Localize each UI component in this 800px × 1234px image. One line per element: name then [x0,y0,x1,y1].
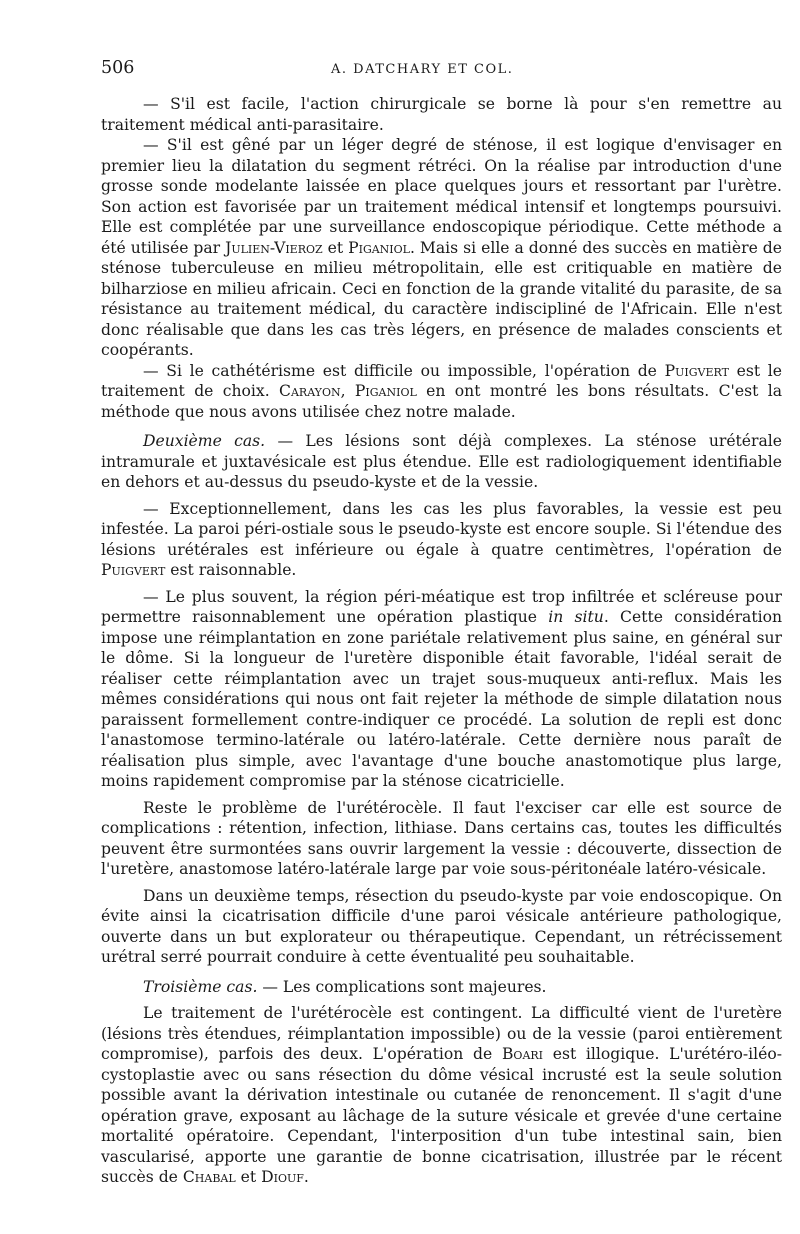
paragraph: Dans un deuxième temps, résection du pseudo-kyste par voie endoscopique. On évite ainsi la cicatrisation difficile d'une paroi vésicale antérieure pathologique, ouverte dans un but explorateur ou thérapeutique. Cependant, un rétrécissement urétral serré pourrait conduire à cette éventualité peu souhaitable. [101,886,782,966]
author-name: Chabal [182,1168,236,1186]
case-heading: Troisième cas. [143,977,258,996]
author-name: Piganiol [348,238,410,257]
running-title: A. DATCHARY ET COL. [331,62,514,77]
paragraph: Reste le problème de l'urétérocèle. Il faut l'exciser car elle est source de complications : rétention, infection, lithiase. Dans certains cas, toutes les difficultés peuvent être surmontées sans ouvrir largement la vessie : découverte, dissection de l'uretère, anastomose latéro-latérale large par voie sous-péritonéale latéro-vésicale. [101,798,782,878]
author-name: Julien-Vieroz [225,238,323,257]
paragraph: Troisième cas. — Les complications sont majeures. [143,977,547,996]
paragraph: Deuxième cas. — Les lésions sont déjà complexes. La sténose urétérale intramurale et juxtavésicale est plus étendue. Elle est radiologiquement identifiable en dehors et au-dessus du pseudo-kyste et de la vessie. [101,432,783,491]
author-name: Piganiol [354,382,417,400]
page-number: 506 [101,58,135,78]
author-name: Carayon [279,382,341,400]
paragraph: — S'il est gêné par un léger degré de sténose, il est logique d'envisager en premier lieu la dilatation du segment rétréci. On la réalise par introduction d'une grosse sonde modelante laissée en place quelques jours et ressortant par l'urètre. Son action est favorisée par un traitement médical intensif et longtemps poursuivi. Elle est complétée par une surveillance endoscopique périodique. Cette méthode a été utilisée par Julien-Vieroz et Piganiol. Mais si elle a donné des succès en matière de sténose tuberculeuse en milieu métropolitain, elle est critiquable en matière de bilharziose en milieu africain. Ceci en fonction de la grande vitalité du parasite, de sa résistance au traitement médical, du caractère indiscipliné de l'Africain. Elle n'est donc réalisable que dans les cas très légers, en présence de malades conscients et coopérants. [101,136,782,359]
paragraph: — Exceptionnellement, dans les cas les plus favorables, la vessie est peu infestée. La paroi péri-ostiale sous le pseudo-kyste est encore souple. Si l'étendue des lésions urétérales est inférieure ou égale à quatre centimètres, l'opération de Puigvert est raisonnable. [101,499,782,579]
paragraph: — S'il est facile, l'action chirurgicale se borne là pour s'en remettre au traitement médical anti-parasitaire. [101,95,782,134]
italic-term: in situ [548,608,604,626]
author-name: Puigvert [664,361,729,380]
case-heading: Deuxième cas. [143,432,266,450]
paragraph: — Si le cathétérisme est difficile ou impossible, l'opération de Puigvert est le traitement de choix. Carayon, Piganiol en ont montré les bons résultats. C'est la méthode que nous avons utilisée chez notre malade. [101,361,782,421]
paragraph: — Le plus souvent, la région péri-méatique est trop infiltrée et scléreuse pour permettre raisonnablement une opération plastique in situ. Cette considération impose une réimplantation en zone pariétale relativement plus saine, en général sur le dôme. Si la longueur de l'uretère disponible était favorable, l'idéal serait de réaliser cette réimplantation avec un trajet sous-muqueux anti-reflux. Mais les mêmes considérations qui nous ont fait rejeter la méthode de simple dilatation nous paraissent formellement contre-indiquer ce procédé. La solution de repli est donc l'anastomose termino-latérale ou latéro-latérale. Cette dernière nous paraît de réalisation plus simple, avec l'avantage d'une bouche anastomotique plus large, moins rapidement compromise par la sténose cicatricielle. [101,587,783,790]
author-name: Puigvert [101,561,166,579]
article-body [101,94,782,1188]
running-header [101,58,782,94]
author-name: Boari [501,1045,544,1063]
author-name: Diouf [261,1168,304,1186]
paragraph: Le traitement de l'urétérocèle est contingent. La difficulté vient de l'uretère (lésions très étendues, réimplantation impossible) ou de la vessie (paroi entièrement compromise), parfois des deux. L'opération de Boari est illogique. L'urétéro-iléo-cystoplastie avec ou sans résection du dôme vésical incrusté est la seule solution possible avant la dérivation intestinale ou cutanée de renoncement. Il s'agit d'une opération grave, exposant au lâchage de la suture vésicale et grevée d'une certaine mortalité opératoire. Cependant, l'interposition d'un tube intestinal sain, bien vascularisé, apporte une garantie de bonne cicatrisation, illustrée par le récent succès de Chabal et Diouf. [101,1004,782,1186]
